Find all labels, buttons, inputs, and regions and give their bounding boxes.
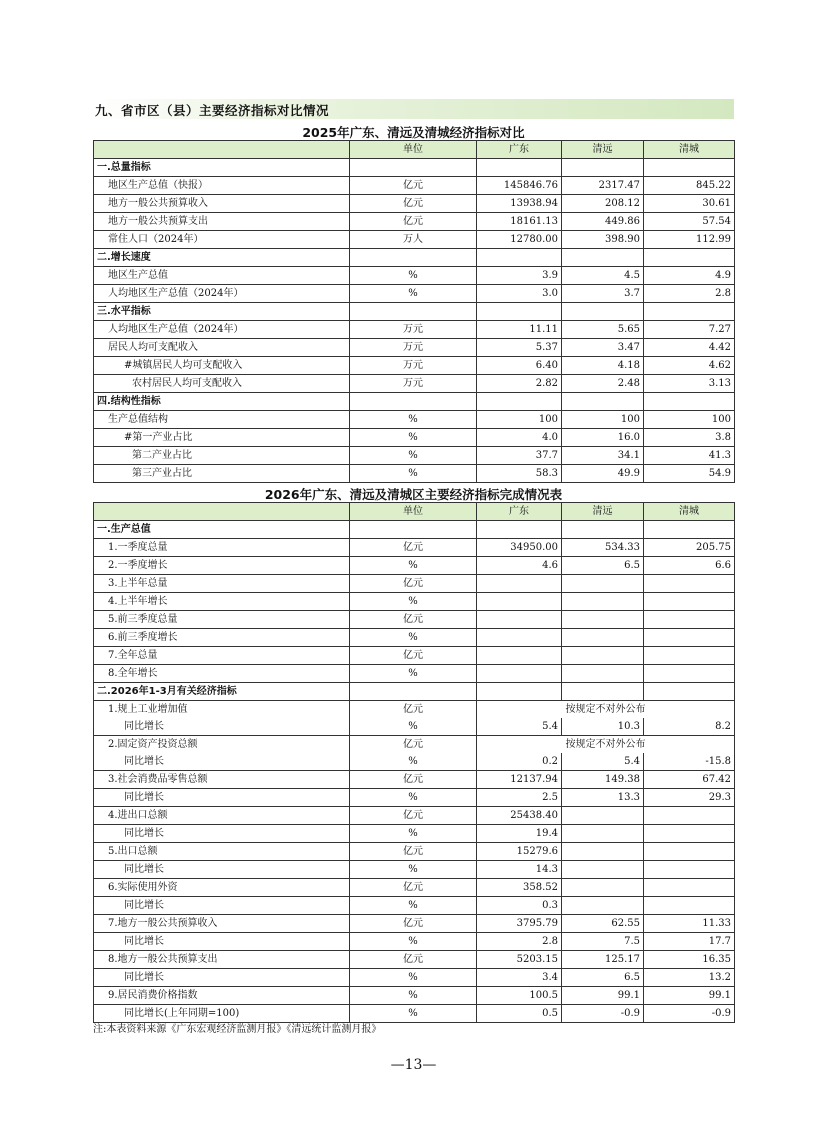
unit-cell: % — [350, 629, 477, 647]
indicator-name: 同比增长 — [94, 825, 350, 843]
empty-cell — [562, 393, 644, 411]
unit-cell: 亿元 — [350, 736, 477, 754]
indicator-name: #第一产业占比 — [94, 429, 350, 447]
value-cell: 208.12 — [562, 195, 644, 213]
indicator-name: 同比增长(上年同期=100) — [94, 1005, 350, 1023]
category-label: 一.生产总值 — [94, 521, 350, 539]
value-cell — [477, 575, 562, 593]
value-cell: 34950.00 — [477, 539, 562, 557]
table-row — [94, 718, 735, 736]
value-cell: 4.9 — [644, 267, 735, 285]
column-header: 清城 — [644, 503, 735, 521]
value-cell: 57.54 — [644, 213, 735, 231]
table-row — [94, 789, 735, 807]
value-cell: 18161.13 — [477, 213, 562, 231]
unit-cell: % — [350, 753, 477, 771]
column-header: 广东 — [477, 503, 562, 521]
value-cell: 534.33 — [562, 539, 644, 557]
value-cell: 845.22 — [644, 177, 735, 195]
value-cell — [562, 807, 644, 825]
empty-cell — [562, 303, 644, 321]
indicator-name: 6.实际使用外资 — [94, 879, 350, 897]
value-cell: 49.9 — [562, 465, 644, 483]
value-cell: 100 — [477, 411, 562, 429]
value-cell: 19.4 — [477, 825, 562, 843]
category-row — [94, 159, 735, 177]
table-row — [94, 629, 735, 647]
table2-title: 2026年广东、清远及清城区主要经济指标完成情况表 — [264, 487, 563, 502]
indicator-name: 第三产业占比 — [94, 465, 350, 483]
empty-cell — [350, 303, 477, 321]
table-row — [94, 593, 735, 611]
value-cell: 112.99 — [644, 231, 735, 249]
unit-cell: 亿元 — [350, 647, 477, 665]
value-cell — [644, 861, 735, 879]
table-row — [94, 647, 735, 665]
empty-cell — [350, 249, 477, 267]
value-cell: 6.6 — [644, 557, 735, 575]
category-label: 四.结构性指标 — [94, 393, 350, 411]
value-cell: 205.75 — [644, 539, 735, 557]
table-row — [94, 195, 735, 213]
value-cell: 398.90 — [562, 231, 644, 249]
unit-cell: % — [350, 411, 477, 429]
value-cell: 7.5 — [562, 933, 644, 951]
value-cell — [477, 629, 562, 647]
indicator-name: 居民人均可支配收入 — [94, 339, 350, 357]
indicator-name: 同比增长 — [94, 718, 350, 736]
unit-cell: 亿元 — [350, 213, 477, 231]
unit-cell: % — [350, 285, 477, 303]
indicator-name: 同比增长 — [94, 789, 350, 807]
value-cell: 4.62 — [644, 357, 735, 375]
value-cell: 7.27 — [644, 321, 735, 339]
table-row — [94, 539, 735, 557]
value-cell: 358.52 — [477, 879, 562, 897]
value-cell: 37.7 — [477, 447, 562, 465]
table-row — [94, 987, 735, 1005]
unit-cell: % — [350, 897, 477, 915]
source-note: 注:本表资料来源《广东宏观经济监测月报》《清远统计监测月报》 — [93, 1024, 382, 1035]
header-row — [94, 503, 735, 521]
value-cell: 449.86 — [562, 213, 644, 231]
value-cell: -0.9 — [562, 1005, 644, 1023]
value-cell: 2317.47 — [562, 177, 644, 195]
indicator-name: 人均地区生产总值（2024年） — [94, 285, 350, 303]
value-cell — [562, 861, 644, 879]
indicator-name: 同比增长 — [94, 753, 350, 771]
value-cell: 11.33 — [644, 915, 735, 933]
value-cell — [562, 611, 644, 629]
empty-cell — [644, 393, 735, 411]
unit-cell: % — [350, 267, 477, 285]
value-cell — [477, 593, 562, 611]
table-row — [94, 951, 735, 969]
column-header: 单位 — [350, 141, 477, 159]
table-row — [94, 231, 735, 249]
value-cell: 3.7 — [562, 285, 644, 303]
column-header — [94, 503, 350, 521]
value-cell: 58.3 — [477, 465, 562, 483]
value-cell: 125.17 — [562, 951, 644, 969]
value-cell: 3.9 — [477, 267, 562, 285]
indicator-name: 8.全年增长 — [94, 665, 350, 683]
table-row — [94, 665, 735, 683]
indicator-name: 1.规上工业增加值 — [94, 701, 350, 719]
indicator-name: 4.上半年增长 — [94, 593, 350, 611]
table-row — [94, 447, 735, 465]
category-label: 二.增长速度 — [94, 249, 350, 267]
table-row — [94, 465, 735, 483]
table-row — [94, 825, 735, 843]
value-cell — [562, 843, 644, 861]
value-cell — [477, 611, 562, 629]
empty-cell — [644, 683, 735, 701]
empty-cell — [477, 159, 562, 177]
value-cell: 5.4 — [562, 753, 644, 771]
indicator-name: 9.居民消费价格指数 — [94, 987, 350, 1005]
value-cell — [562, 629, 644, 647]
table-row — [94, 861, 735, 879]
unit-cell: 亿元 — [350, 611, 477, 629]
merged-note-cell: 按规定不对外公布 — [477, 701, 735, 719]
unit-cell: 亿元 — [350, 195, 477, 213]
value-cell — [644, 629, 735, 647]
unit-cell: % — [350, 465, 477, 483]
value-cell: 3.0 — [477, 285, 562, 303]
unit-cell: % — [350, 447, 477, 465]
value-cell: 5.37 — [477, 339, 562, 357]
empty-cell — [644, 521, 735, 539]
unit-cell: 亿元 — [350, 771, 477, 789]
empty-cell — [562, 521, 644, 539]
unit-cell: 亿元 — [350, 951, 477, 969]
value-cell: 30.61 — [644, 195, 735, 213]
unit-cell: 亿元 — [350, 575, 477, 593]
category-row — [94, 683, 735, 701]
unit-cell: 亿元 — [350, 701, 477, 719]
unit-cell: 亿元 — [350, 539, 477, 557]
table-row — [94, 557, 735, 575]
value-cell: 2.5 — [477, 789, 562, 807]
table-row — [94, 357, 735, 375]
unit-cell: 万元 — [350, 375, 477, 393]
column-header: 清远 — [562, 141, 644, 159]
value-cell: -15.8 — [644, 753, 735, 771]
value-cell: 3.4 — [477, 969, 562, 987]
indicator-name: 同比增长 — [94, 861, 350, 879]
empty-cell — [350, 521, 477, 539]
empty-cell — [477, 393, 562, 411]
indicator-name: 1.一季度总量 — [94, 539, 350, 557]
value-cell: 4.5 — [562, 267, 644, 285]
value-cell: 149.38 — [562, 771, 644, 789]
indicator-name: 地方一般公共预算收入 — [94, 195, 350, 213]
table-row — [94, 429, 735, 447]
value-cell: 100.5 — [477, 987, 562, 1005]
value-cell: 67.42 — [644, 771, 735, 789]
table-row — [94, 701, 735, 719]
indicator-name: 6.前三季度增长 — [94, 629, 350, 647]
empty-cell — [644, 159, 735, 177]
value-cell — [644, 575, 735, 593]
value-cell: 13938.94 — [477, 195, 562, 213]
unit-cell: % — [350, 861, 477, 879]
merged-note-cell: 按规定不对外公布 — [477, 736, 735, 754]
value-cell: 15279.6 — [477, 843, 562, 861]
indicator-name: 常住人口（2024年） — [94, 231, 350, 249]
unit-cell: % — [350, 825, 477, 843]
table1-title: 2025年广东、清远及清城经济指标对比 — [302, 125, 525, 140]
category-label: 一.总量指标 — [94, 159, 350, 177]
value-cell: 16.35 — [644, 951, 735, 969]
table-row — [94, 267, 735, 285]
value-cell: 100 — [562, 411, 644, 429]
table-row — [94, 611, 735, 629]
value-cell — [477, 665, 562, 683]
indicator-name: 2.一季度增长 — [94, 557, 350, 575]
value-cell: 17.7 — [644, 933, 735, 951]
unit-cell: 万元 — [350, 339, 477, 357]
unit-cell: % — [350, 665, 477, 683]
indicator-name: 同比增长 — [94, 933, 350, 951]
unit-cell: % — [350, 969, 477, 987]
header-row — [94, 141, 735, 159]
page-number: —13— — [390, 1057, 437, 1073]
indicator-name: 地区生产总值（快报） — [94, 177, 350, 195]
table-row — [94, 213, 735, 231]
value-cell — [644, 843, 735, 861]
value-cell — [644, 665, 735, 683]
value-cell — [644, 897, 735, 915]
empty-cell — [477, 303, 562, 321]
table-row — [94, 411, 735, 429]
indicator-name: 2.固定资产投资总额 — [94, 736, 350, 754]
unit-cell: % — [350, 557, 477, 575]
unit-cell: 万元 — [350, 357, 477, 375]
table-row — [94, 771, 735, 789]
category-label: 三.水平指标 — [94, 303, 350, 321]
value-cell: 145846.76 — [477, 177, 562, 195]
value-cell — [562, 665, 644, 683]
value-cell: 99.1 — [644, 987, 735, 1005]
empty-cell — [477, 521, 562, 539]
unit-cell: % — [350, 789, 477, 807]
value-cell: 16.0 — [562, 429, 644, 447]
empty-cell — [644, 303, 735, 321]
category-row — [94, 521, 735, 539]
value-cell: 3795.79 — [477, 915, 562, 933]
unit-cell: % — [350, 987, 477, 1005]
unit-cell: % — [350, 1005, 477, 1023]
category-row — [94, 393, 735, 411]
indicator-name: 5.出口总额 — [94, 843, 350, 861]
empty-cell — [350, 159, 477, 177]
value-cell: 62.55 — [562, 915, 644, 933]
table-row — [94, 736, 735, 754]
value-cell — [562, 593, 644, 611]
value-cell — [562, 647, 644, 665]
value-cell: 13.3 — [562, 789, 644, 807]
table-row — [94, 177, 735, 195]
value-cell — [562, 879, 644, 897]
category-row — [94, 303, 735, 321]
table-row — [94, 843, 735, 861]
table-row — [94, 879, 735, 897]
value-cell: 3.8 — [644, 429, 735, 447]
unit-cell: 亿元 — [350, 879, 477, 897]
value-cell: 0.5 — [477, 1005, 562, 1023]
value-cell: 4.18 — [562, 357, 644, 375]
empty-cell — [350, 683, 477, 701]
value-cell: 54.9 — [644, 465, 735, 483]
unit-cell: % — [350, 718, 477, 736]
indicator-name: 3.社会消费品零售总额 — [94, 771, 350, 789]
table-row — [94, 575, 735, 593]
unit-cell: 万元 — [350, 321, 477, 339]
table-row — [94, 339, 735, 357]
value-cell: 100 — [644, 411, 735, 429]
value-cell — [644, 825, 735, 843]
value-cell: 2.48 — [562, 375, 644, 393]
indicator-name: 地区生产总值 — [94, 267, 350, 285]
table-row — [94, 897, 735, 915]
column-header: 单位 — [350, 503, 477, 521]
value-cell: 41.3 — [644, 447, 735, 465]
value-cell — [562, 897, 644, 915]
table-row — [94, 933, 735, 951]
table-row — [94, 807, 735, 825]
indicator-name: 5.前三季度总量 — [94, 611, 350, 629]
table1 — [93, 140, 735, 483]
value-cell — [562, 575, 644, 593]
value-cell — [477, 647, 562, 665]
table-row — [94, 285, 735, 303]
value-cell: 12137.94 — [477, 771, 562, 789]
unit-cell: % — [350, 429, 477, 447]
column-header: 广东 — [477, 141, 562, 159]
value-cell: 6.40 — [477, 357, 562, 375]
value-cell: 4.6 — [477, 557, 562, 575]
unit-cell: 亿元 — [350, 843, 477, 861]
column-header: 清远 — [562, 503, 644, 521]
indicator-name: 生产总值结构 — [94, 411, 350, 429]
value-cell: 25438.40 — [477, 807, 562, 825]
empty-cell — [562, 159, 644, 177]
value-cell: 34.1 — [562, 447, 644, 465]
table-row — [94, 321, 735, 339]
value-cell: 11.11 — [477, 321, 562, 339]
table-row — [94, 969, 735, 987]
table-row — [94, 753, 735, 771]
indicator-name: 3.上半年总量 — [94, 575, 350, 593]
empty-cell — [644, 249, 735, 267]
value-cell: 29.3 — [644, 789, 735, 807]
indicator-name: 7.地方一般公共预算收入 — [94, 915, 350, 933]
unit-cell: % — [350, 593, 477, 611]
value-cell — [644, 807, 735, 825]
indicator-name: 农村居民人均可支配收入 — [94, 375, 350, 393]
section-title: 九、省市区（县）主要经济指标对比情况 — [95, 103, 330, 118]
empty-cell — [562, 683, 644, 701]
value-cell: 14.3 — [477, 861, 562, 879]
column-header — [94, 141, 350, 159]
empty-cell — [562, 249, 644, 267]
category-row — [94, 249, 735, 267]
empty-cell — [477, 683, 562, 701]
value-cell: -0.9 — [644, 1005, 735, 1023]
category-label: 二.2026年1-3月有关经济指标 — [94, 683, 350, 701]
value-cell: 3.13 — [644, 375, 735, 393]
indicator-name: 8.地方一般公共预算支出 — [94, 951, 350, 969]
value-cell: 2.8 — [477, 933, 562, 951]
indicator-name: 4.进出口总额 — [94, 807, 350, 825]
indicator-name: #城镇居民人均可支配收入 — [94, 357, 350, 375]
value-cell: 12780.00 — [477, 231, 562, 249]
value-cell: 4.42 — [644, 339, 735, 357]
value-cell — [562, 825, 644, 843]
value-cell: 3.47 — [562, 339, 644, 357]
unit-cell: % — [350, 933, 477, 951]
value-cell: 2.82 — [477, 375, 562, 393]
indicator-name: 地方一般公共预算支出 — [94, 213, 350, 231]
value-cell: 0.3 — [477, 897, 562, 915]
value-cell: 99.1 — [562, 987, 644, 1005]
value-cell: 8.2 — [644, 718, 735, 736]
unit-cell: 亿元 — [350, 807, 477, 825]
value-cell: 5.65 — [562, 321, 644, 339]
value-cell — [644, 879, 735, 897]
column-header: 清城 — [644, 141, 735, 159]
table-row — [94, 375, 735, 393]
value-cell — [644, 611, 735, 629]
value-cell: 0.2 — [477, 753, 562, 771]
indicator-name: 同比增长 — [94, 969, 350, 987]
table2 — [93, 502, 735, 1023]
indicator-name: 7.全年总量 — [94, 647, 350, 665]
indicator-name: 第二产业占比 — [94, 447, 350, 465]
value-cell: 13.2 — [644, 969, 735, 987]
value-cell: 6.5 — [562, 969, 644, 987]
table-row — [94, 915, 735, 933]
value-cell: 10.3 — [562, 718, 644, 736]
value-cell: 6.5 — [562, 557, 644, 575]
indicator-name: 人均地区生产总值（2024年） — [94, 321, 350, 339]
value-cell: 2.8 — [644, 285, 735, 303]
empty-cell — [350, 393, 477, 411]
indicator-name: 同比增长 — [94, 897, 350, 915]
value-cell: 5203.15 — [477, 951, 562, 969]
unit-cell: 亿元 — [350, 915, 477, 933]
value-cell: 5.4 — [477, 718, 562, 736]
value-cell — [644, 647, 735, 665]
value-cell: 4.0 — [477, 429, 562, 447]
unit-cell: 亿元 — [350, 177, 477, 195]
value-cell — [644, 593, 735, 611]
unit-cell: 万人 — [350, 231, 477, 249]
empty-cell — [477, 249, 562, 267]
